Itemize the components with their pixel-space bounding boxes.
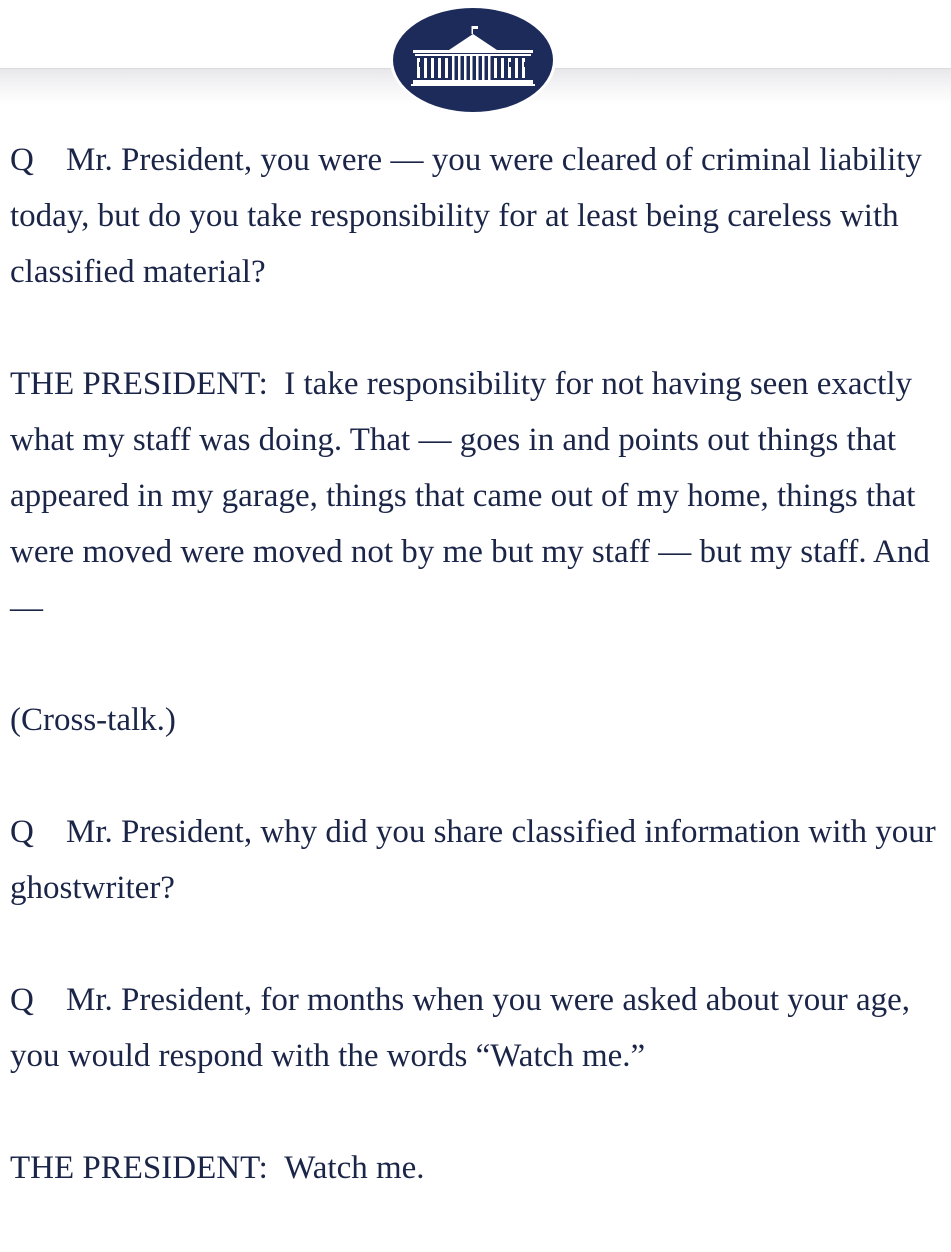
speaker-label: THE PRESIDENT: [10, 1150, 268, 1186]
question-paragraph [10, 972, 945, 1084]
question-text: Mr. President, you were — you were cleared of criminal liability today, but do you take responsibility for at least being careless with classified material? [10, 142, 922, 290]
answer-paragraph [10, 1140, 945, 1196]
white-house-logo-icon[interactable] [389, 4, 557, 116]
crosstalk-text: (Cross-talk.) [10, 702, 176, 738]
speaker-label: Q [10, 982, 34, 1018]
speaker-label: Q [10, 814, 34, 850]
speaker-label: THE PRESIDENT: [10, 366, 268, 402]
answer-paragraph [10, 356, 945, 636]
answer-text: Watch me. [284, 1150, 425, 1186]
answer-text: I take responsibility for not having seen exactly what my staff was doing. That — goes in and points out things that appeared in my garage, things that came out of my home, things that were moved were moved not by me but my staff — but my staff. And — [10, 366, 930, 626]
press-briefing-transcript [10, 132, 945, 1252]
question-paragraph [10, 804, 945, 916]
speaker-label: Q [10, 142, 34, 178]
question-text: Mr. President, why did you share classified information with your ghostwriter? [10, 814, 936, 906]
stage-direction [10, 692, 945, 748]
question-text: Mr. President, for months when you were asked about your age, you would respond with the words “Watch me.” [10, 982, 911, 1074]
question-paragraph [10, 132, 945, 300]
